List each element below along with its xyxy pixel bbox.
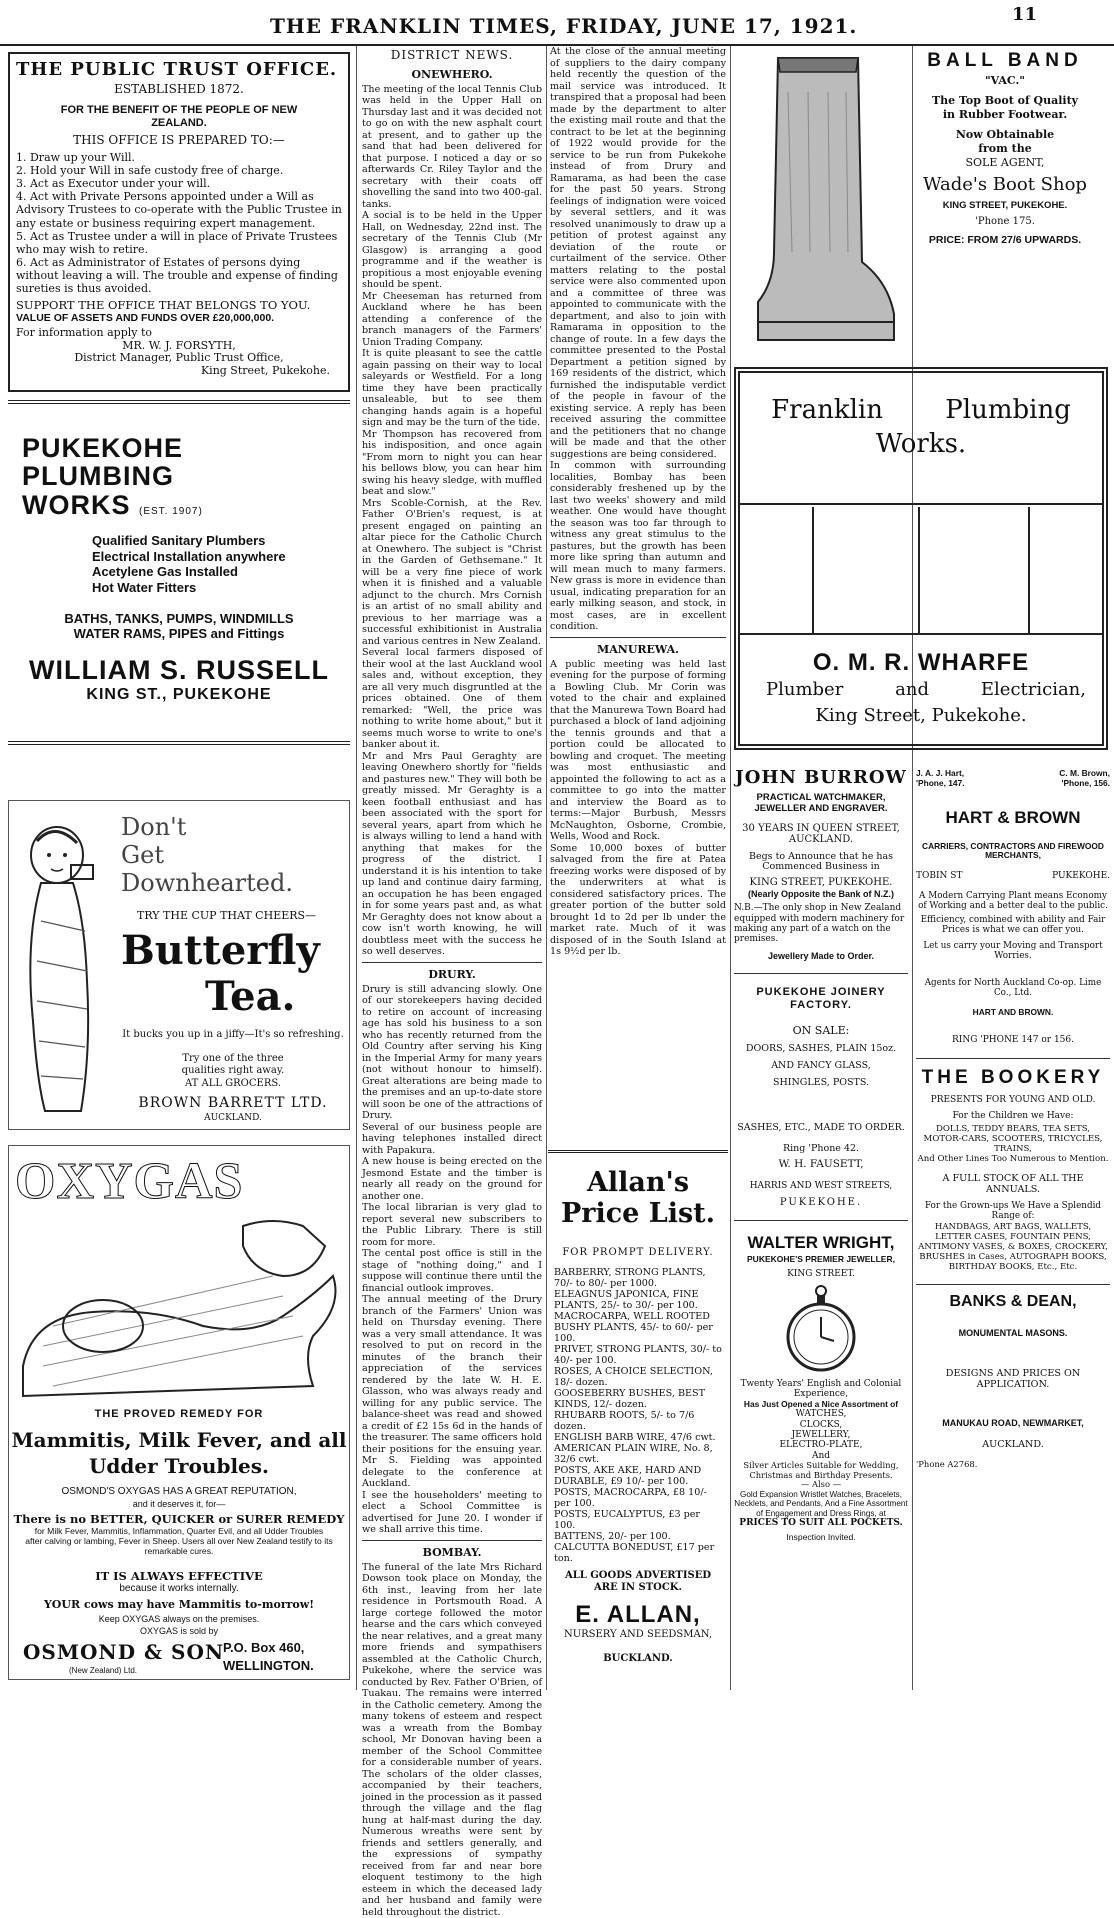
price-item: ROSES, A CHOICE SELECTION, 18/- dozen. — [554, 1365, 713, 1388]
oxygas-logo: OXYGAS — [15, 1153, 244, 1210]
banks-dean-trade: MONUMENTAL MASONS. — [958, 1327, 1068, 1338]
bookery-ad — [916, 1067, 1110, 1273]
ball-band-shop: Wade's Boot Shop — [923, 174, 1087, 195]
franklin-trade-2: Electrician, — [980, 679, 1086, 700]
wright-silver: Silver Articles Suitable for Wedding, Christmas and Birthday Presents. — [743, 1460, 899, 1480]
trust-items — [16, 151, 342, 296]
franklin-trade-row — [766, 679, 1086, 700]
hart-brown-moving: Let us carry your Moving and Transport Worries. — [923, 941, 1103, 962]
hart-brown-ad — [916, 768, 1110, 1046]
hart-brown-tobin: TOBIN ST — [916, 870, 963, 881]
story-paragraph: A new house is being erected on the Jesmond Estate and the timber is nearly all ready on the ground for another one. — [362, 1156, 542, 1202]
tea-dont: Don't — [121, 813, 187, 841]
story-paragraph: Several of our business people are having telephones installed direct with Papakura. — [362, 1121, 542, 1156]
hart-brown-title: HART & BROWN — [945, 808, 1081, 827]
allan-city: BUCKLAND. — [603, 1652, 673, 1664]
bookery-title: THE BOOKERY — [921, 1066, 1105, 1088]
franklin-title-2: Plumbing — [945, 395, 1071, 425]
burrow-ad — [734, 768, 908, 961]
onewhero-story — [362, 84, 542, 958]
trust-item: 3. Act as Executor under your will. — [16, 176, 211, 190]
bookery-presents: PRESENTS FOR YOUNG AND OLD. — [930, 1094, 1096, 1105]
franklin-title-row — [740, 395, 1102, 425]
newspaper-title: THE FRANKLIN TIMES, FRIDAY, JUNE 17, 1921. — [270, 14, 858, 38]
wright-invited: Inspection Invited. — [786, 1531, 856, 1542]
price-item: POSTS, MACROCARPA, £8 10/- per 100. — [554, 1487, 707, 1510]
wright-exp: Twenty Years' English and Colonial Experience, — [740, 1379, 902, 1400]
franklin-trade-1: Plumber — [766, 679, 844, 700]
wright-name: WALTER WRIGHT, — [747, 1233, 895, 1253]
story-paragraph: I see the householders' meeting to elect a School Committee is advertised for June 20. I wonder if we shall arrive this time. — [362, 1489, 542, 1536]
brown-name: C. M. Brown, — [1059, 768, 1110, 778]
ball-band-top: The Top Boot of Quality — [931, 94, 1079, 107]
wright-prices: PRICES TO SUIT ALL POCKETS. — [739, 1518, 903, 1529]
story-paragraph: A social is to be held in the Upper Hall, on Wednesday, 22nd inst. The secretary of the Tennis Club (Mr Glasgow) is arranging a good programme and if the weather is propitious a most enjoyable evening should be spent. — [362, 210, 542, 291]
franklin-plumbing-ad — [734, 367, 1108, 750]
oxygas-proved: THE PROVED REMEDY FOR — [94, 1408, 264, 1420]
manurewa-heading: MANUREWA. — [597, 642, 679, 656]
story-paragraph: Mr Cheeseman has returned from Auckland where he has been attending a conference of the branch managers of the Farmers' Union Trading Company. — [362, 290, 542, 348]
franklin-title-1: Franklin — [771, 395, 883, 425]
banks-dean-designs: DESIGNS AND PRICES ON APPLICATION. — [945, 1368, 1081, 1391]
trust-item: 2. Hold your Will in safe custody free of charge. — [16, 163, 284, 177]
price-item: ELEAGNUS JAPONICA, FINE PLANTS, 25/- to 30/- per 100. — [554, 1288, 699, 1311]
tea-tagline: It bucks you up in a jiffy—It's so refreshing. — [122, 1029, 344, 1040]
ball-band-phone: 'Phone 175. — [975, 216, 1035, 227]
joinery-line-1: DOORS, SASHES, PLAIN 15oz. — [745, 1042, 897, 1054]
story-paragraph: The cental post office is still in the stage of "nothing doing," and I suppose will continue there until the financial outlook improves. — [362, 1248, 542, 1294]
tea-get: Get — [121, 841, 165, 869]
plumbing-service: Hot Water Fitters — [92, 579, 197, 595]
tea-brand-2: Tea. — [205, 973, 296, 1020]
public-trust-ad — [8, 52, 350, 392]
joinery-ad — [734, 986, 908, 1208]
hart-brown-address-row — [916, 871, 1110, 881]
price-item: PRIVET, STRONG PLANTS, 30/- to 40/- per 100. — [554, 1343, 722, 1366]
plumbing-line3: WORKS — [22, 489, 131, 520]
joinery-line-2: AND FANCY GLASS, — [771, 1059, 871, 1071]
column-4-ads — [734, 768, 908, 1690]
oxygas-deserves: and it deserves it, for— — [132, 1499, 226, 1509]
bookery-goods: HANDBAGS, ART BAGS, WALLETS, LETTER CASES, FOUNTAIN PENS, ANTIMONY VASES, & BOXES, CROCKERY, BRUSHES in Cases, AUTOGRAPH BOOKS, BIRTHDAY BOOKS, Etc., Etc. — [918, 1222, 1108, 1272]
joinery-town: PUKEKOHE. — [779, 1196, 863, 1208]
bookery-children: For the Children we Have: — [952, 1110, 1074, 1121]
allan-prompt: FOR PROMPT DELIVERY. — [562, 1247, 714, 1259]
district-news-heading: DISTRICT NEWS. — [390, 48, 514, 62]
divider — [740, 633, 1102, 635]
joinery-line-3: SHINGLES, POSTS. — [772, 1076, 870, 1088]
bombay-weather-paragraph: In common with surrounding localities, Bombay has been considerably freshened up by the last two weeks' showery and mild weather. One would have thought the season was too far through to witness any great stimulus to the pastures, but the growth has been more like spring than autumn and will mean much to many farmers. New grass is more in evidence than usual, indicating preparation for an early milking season, and stock, in most cases, are in excellent condition. — [550, 460, 726, 632]
onewhero-heading: ONEWHERO. — [411, 67, 493, 81]
hart-brown-trade: CARRIERS, CONTRACTORS AND FIREWOOD MERCHANTS, — [922, 840, 1104, 861]
story-paragraph: It is quite pleasant to see the cattle again passing on their way to local saleyards or Westfield. For a long time they have been practically unsaleable, but to see them changing hands again is a hopeful sign and may be the turn of the tide. — [362, 348, 542, 429]
tea-grocers: AT ALL GROCERS. — [184, 1078, 282, 1089]
oxygas-sold: OXYGAS is sold by — [139, 1626, 219, 1636]
price-item: MACROCARPA, WELL ROOTED BUSHY PLANTS, 45/- to 60/- per 100. — [554, 1310, 713, 1344]
wright-goods-item: WATCHES, — [795, 1409, 847, 1420]
column-rule — [546, 46, 547, 1690]
ball-band-now: Now Obtainable — [955, 128, 1055, 141]
story-paragraph: Several local farmers disposed of their wool at the last Auckland wool sales and, without exception, they are all very much disgruntled at the prices obtained. One of them remarked: "Well, the price was nothing to write home about," but it seems much worse to write to one's banker about it. — [362, 647, 542, 751]
price-item: GOOSEBERRY BUSHES, BEST KINDS, 12/- dozen. — [554, 1387, 705, 1410]
established: ESTABLISHED 1872. — [114, 81, 244, 96]
tea-downhearted: Downhearted. — [121, 869, 293, 897]
ball-band-street: KING STREET, PUKEKOHE. — [942, 200, 1068, 211]
oxygas-internally: because it works internally. — [119, 1583, 239, 1594]
plumbing-goods1: BATHS, TANKS, PUMPS, WINDMILLS — [64, 611, 294, 627]
plumbing-goods2: WATER RAMS, PIPES and Fittings — [73, 626, 285, 642]
price-item: BARBERRY, STRONG PLANTS, 70/- to 80/- per 1000. — [554, 1266, 706, 1289]
oxygas-reputation: OSMOND'S OXYGAS HAS A GREAT REPUTATION, — [61, 1486, 297, 1497]
plumbing-owner: WILLIAM S. RUSSELL — [29, 655, 329, 686]
bookery-grownups: For the Grown-ups We Have a Splendid Range of: — [924, 1200, 1102, 1221]
for-benefit: FOR THE BENEFIT OF THE PEOPLE OF NEW ZEALAND. — [60, 104, 298, 130]
allan-title-2: Price List. — [560, 1198, 716, 1230]
bookery-dolls: DOLLS, TEDDY BEARS, TEA SETS, MOTOR-CARS, SCOOTERS, TRICYCLES, TRAINS, — [923, 1124, 1103, 1155]
manager-address: King Street, Pukekohe. — [200, 363, 330, 377]
oxygas-box: P.O. Box 460, — [223, 1640, 305, 1655]
allan-price-list-ad — [548, 1150, 728, 1685]
oxygas-keep: Keep OXYGAS always on the premises. — [98, 1614, 260, 1624]
brown-phone: 'Phone, 156. — [1061, 778, 1110, 788]
price-item: POSTS, AKE AKE, HARD AND DURABLE, £9 10/- per 100. — [554, 1465, 702, 1488]
wright-street: KING STREET. — [787, 1268, 855, 1279]
tea-city: AUCKLAND. — [204, 1113, 262, 1123]
pukekohe-plumbing-ad — [8, 400, 350, 745]
ball-band-ad — [734, 50, 1108, 355]
cow-and-calf-illustration — [13, 1216, 347, 1406]
column-rule — [356, 46, 357, 1690]
plumbing-address: KING ST., PUKEKOHE — [86, 686, 272, 704]
banks-dean-name: BANKS & DEAN, — [949, 1293, 1077, 1311]
wright-opened: Has Just Opened a Nice Assortment of — [743, 1398, 899, 1409]
burrow-nb: N.B.—The only shop in New Zealand equipped with modern machinery for making any part of a watch on the premises. — [734, 903, 905, 945]
wright-also: — Also — — [800, 1479, 842, 1490]
hart-brown-agents: Agents for North Auckland Co-op. Lime Co., Ltd. — [924, 977, 1102, 998]
story-paragraph: Mrs Scoble-Cornish, at the Rev. Father O'Brien's request, is at present engaged on painting an altar piece for the Catholic Church at Onewhero. The subject is "Christ in the Garden of Gethsemane." It will be a very fine piece of work when it is finished and a valuable adjunct to the church. Mrs Cornish is an artist of no small ability and previous to her marriage was a successful exhibitionist in Australia and various centres in New Zealand. — [362, 497, 542, 647]
bookery-stock: A FULL STOCK OF ALL THE ANNUALS. — [942, 1172, 1084, 1195]
drury-heading: DRURY. — [428, 967, 476, 981]
story-paragraph: Drury is still advancing slowly. One of our storekeepers having decided to retire on account of increasing age has sold his business to a son who has recently returned from the Old Country after serving his King in the Imperial Army for many years (not without honour to himself). Great alterations are being made to the premises and an up-to-date store will soon be one of the attractions of Drury. — [362, 983, 542, 1122]
oxygas-city: WELLINGTON. — [223, 1658, 314, 1673]
allan-stock: ALL GOODS ADVERTISED ARE IN STOCK. — [564, 1570, 712, 1593]
wright-ad — [734, 1233, 908, 1542]
bombay-funeral-paragraph: The funeral of the late Mrs Richard Dowson took place on Monday, the 6th inst., leaving from her late residence in Portsmouth Road. A large cortege followed the motor hearse and the cars which conveyed the near relatives, and a great many more friends and sympathisers assembled at the Catholic Church, Pukekohe, where the service was conducted by Rev. Father O'Brien, of Tuakau. The remains were interred in the Catholic cemetery. Among the many tokens of esteem and respect was a wreath from the Bombay school, Mr Donovan having been a member of the School Committee for a considerable number of years. The scholars of the older classes, accompanied by their teachers, joined in the procession as it passed through the village and the flag hung at half-mast during the day. Numerous wreaths were sent by friends and settlers generally, and the expressions of sympathy received from far and near bore eloquent testimony to the high esteem in which the deceased lady and her husband and family were held throughout the district. — [362, 1561, 542, 1918]
apply-line: For information apply to — [16, 325, 153, 339]
pocket-watch-icon — [786, 1283, 856, 1375]
burrow-opposite: (Nearly Opposite the Bank of N.Z.) — [747, 888, 895, 899]
burrow-name: JOHN BURROW — [735, 767, 907, 788]
oxygas-cows: YOUR cows may have Mammitis to-morrow! — [43, 1598, 315, 1611]
trust-item: 4. Act with Private Persons appointed under a Will as Advisory Trustees to co-operate with the Public Trustee in any estate or business requiring expert management. — [16, 190, 342, 230]
joinery-onsale: ON SALE: — [792, 1024, 850, 1038]
joinery-order: SASHES, ETC., MADE TO ORDER. — [737, 1121, 905, 1133]
bombay-mail-paragraph: At the close of the annual meeting of suppliers to the dairy company held recently the question of the mail service was introduced. It transpired that a proposal had been made by the department to alter the existing mail route and that the contract to be let at the beginning of 1922 would provide for the service to be run from Pukekohe instead of from Drury and Ramarama, as had been the case for the past 50 years. Strong feelings of indignation were voiced by several settlers, and it was resolved unanimously to draw up a petition of protest against any deviation of the route or curtailment of the service. Other matters relating to the postal service were also commented upon and a committee of three was appointed to communicate with the department, and also to join with Ramarama in opposition to the change of route. In a few days the committee presented to the Postal Department a petition signed by 169 residents of the district, which furnished the indisputable verdict of the people in favour of the existing service. A reply has been received assuring the committee and the petitioners that no change will be made and that the other suggestions are being considered. — [550, 46, 726, 460]
story-paragraph: Some 10,000 boxes of butter salvaged from the fire at Patea freezing works were disposed of by the underwriters at what is considered satisfactory prices. The greater portion of the butter sold brought 1d to 2d per lb under the market rate. Much of it was disposed of in the South Island at 1s 9½d per lb. — [550, 842, 726, 957]
tea-cheers: TRY THE CUP THAT CHEERS— — [137, 909, 317, 922]
support-line: SUPPORT THE OFFICE THAT BELONGS TO YOU. — [16, 297, 311, 312]
bombay-heading: BOMBAY. — [422, 1545, 482, 1559]
wright-gold: Gold Expansion Wristlet Watches, Bracelets, Necklets, and Pendants, And a Fine Assortment of Engagement and Dress Rings, at — [734, 1490, 908, 1518]
joinery-title: PUKEKOHE JOINERY FACTORY. — [756, 985, 886, 1011]
rubber-boot-illustration — [738, 52, 898, 352]
ball-band-brand: BALL BAND — [927, 50, 1083, 71]
burrow-years: 30 YEARS IN QUEEN STREET, AUCKLAND. — [742, 822, 900, 846]
hart-brown-efficiency: Efficiency, combined with ability and Fair Prices is what we can offer you. — [920, 915, 1106, 936]
ball-band-from: from the — [978, 142, 1032, 155]
allan-trade: NURSERY AND SEEDSMAN, — [563, 1629, 713, 1641]
burrow-trade: PRACTICAL WATCHMAKER, JEWELLER AND ENGRAVER. — [754, 791, 888, 814]
joinery-name: W. H. FAUSETT, — [778, 1158, 864, 1171]
oxygas-seller: OSMOND & SON — [23, 1640, 225, 1664]
franklin-title-3: Works. — [875, 429, 967, 459]
butterfly-tea-ad — [8, 800, 350, 1130]
district-news-column — [362, 46, 542, 1918]
prepared: THIS OFFICE IS PREPARED TO:— — [73, 132, 285, 147]
manager-role: District Manager, Public Trust Office, — [74, 351, 284, 365]
plumbing-services — [92, 533, 336, 595]
plumbing-service: Electrical Installation anywhere — [92, 548, 286, 564]
hart-brown-town: PUKEKOHE. — [1052, 870, 1110, 881]
story-paragraph: The meeting of the local Tennis Club was held in the Upper Hall on Thursday last and it was decided not to go on with the new asphalt court at present, and to gather up the sand that had been delivered for that purpose. I noticed a day or so afterwards Cr. Riley Taylor and the secretary with their coats off shovelling the sand into two 400-gal. tanks. — [362, 83, 542, 210]
page-number: 11 — [1012, 4, 1038, 25]
price-item: BATTENS, 20/- per 100. — [554, 1531, 671, 1543]
divider — [1028, 507, 1030, 633]
wright-goods-item: JEWELLERY, — [791, 1430, 851, 1441]
price-item: ENGLISH BARB WIRE, 47/6 cwt. — [554, 1432, 716, 1444]
allan-price-items — [554, 1267, 722, 1565]
story-paragraph: The local librarian is very glad to report several new subscribers to the Public Library. There is still room for more. — [362, 1202, 542, 1248]
burrow-street: KING STREET, PUKEKOHE. — [749, 877, 893, 889]
burrow-announce: Begs to Announce that he has Commenced Business in — [748, 850, 893, 873]
story-paragraph: Mr Thompson has recovered from his indisposition, and once again "From morn to night you can hear his bellows blow, you can hear him swing his heavy sledge, with muffled beat and slow." — [362, 428, 542, 498]
plumbing-service: Acetylene Gas Installed — [92, 564, 238, 580]
allan-title-1: Allan's — [586, 1167, 690, 1198]
column-rule — [730, 46, 731, 1690]
wright-goods-item: And — [811, 1450, 831, 1461]
story-paragraph: A public meeting was held last evening for the purpose of forming a Bowling Club. Mr Corin was voted to the chair and explained that the Manurewa Town Board had purchased a block of land adjoining the tennis grounds and that a portion could be allocated to bowling and croquet. The meeting was most enthusiastic and appointed the following to act as a committee to go into the matter and interview the Board as to terms:—Major Burbush, Messrs McNaughton, Osborne, Crombie, Wells, Wood and Rock. — [550, 658, 726, 842]
ball-band-sole: SOLE AGENT, — [965, 156, 1045, 169]
joinery-ring: Ring 'Phone 42. — [782, 1142, 860, 1154]
oxygas-seller-ltd: (New Zealand) Ltd. — [69, 1666, 138, 1675]
oxygas-detail: for Milk Fever, Mammitis, Inflammation, Quarter Evil, and all Udder Troubles after calving or lambing, Fever in Sheep. Users all over New Zealand testify to its remarkable cures. — [25, 1526, 333, 1556]
drury-story — [362, 984, 542, 1536]
manager-name: MR. W. J. FORSYTH, — [122, 338, 236, 352]
hart-brown-ring: RING 'PHONE 147 or 156. — [952, 1035, 1074, 1046]
trust-item: 5. Act as Trustee under a will in place of Private Trustees who may wish to retire. — [16, 229, 338, 256]
tea-maker: BROWN BARRETT LTD. — [138, 1095, 328, 1111]
hart-brown-modern: A Modern Carrying Plant means Economy of Working and a better deal to the public. — [918, 890, 1108, 911]
plumbing-service: Qualified Sanitary Plumbers — [92, 533, 266, 549]
ball-band-vac: "VAC." — [984, 74, 1026, 87]
allan-name: E. ALLAN, — [575, 1601, 701, 1629]
oxygas-headline-1: Mammitis, Milk Fever, and all — [11, 1428, 347, 1452]
joinery-streets: HARRIS AND WEST STREETS, — [749, 1180, 893, 1191]
price-item: RHUBARB ROOTS, 5/- to 7/6 dozen. — [554, 1410, 695, 1433]
wright-premier: PUKEKOHE'S PREMIER JEWELLER, — [747, 1253, 895, 1264]
divider — [740, 503, 1102, 505]
trust-item: 1. Draw up your Will. — [16, 150, 136, 164]
bookery-others: And Other Lines Too Numerous to Mention. — [917, 1153, 1109, 1164]
franklin-trade-and: and — [895, 679, 930, 700]
plumbing-name-block — [22, 434, 336, 519]
tea-brand-1: Butterfly — [121, 927, 320, 974]
franklin-owner: O. M. R. WHARFE — [812, 649, 1030, 676]
divider — [918, 507, 920, 633]
ball-band-rubber: in Rubber Footwear. — [942, 108, 1068, 121]
hart-phone: 'Phone, 147. — [916, 778, 965, 788]
burrow-made: Jewellery Made to Order. — [767, 950, 875, 961]
price-item: POSTS, EUCALYPTUS, £3 per 100. — [554, 1509, 700, 1532]
wright-goods-item: CLOCKS, — [799, 1419, 843, 1430]
masthead — [0, 0, 1114, 46]
hart-brown-partners — [916, 768, 1110, 788]
column-5-ads — [916, 768, 1110, 1690]
franklin-address: King Street, Pukekohe. — [815, 705, 1027, 726]
trust-item: 6. Act as Administrator of Estates of persons dying without leaving a will. The trouble and expense of finding sureties is thus avoided. — [16, 256, 338, 296]
oxygas-headline-2: Udder Troubles. — [88, 1454, 269, 1478]
hart-name: J. A. J. Hart, — [916, 768, 965, 778]
banks-dean-ad — [916, 1293, 1110, 1469]
woman-drinking-illustration — [15, 821, 115, 1121]
price-item: AMERICAN PLAIN WIRE, No. 8, 32/6 cwt. — [554, 1443, 713, 1466]
wright-goods-item: ELECTRO-PLATE, — [779, 1440, 863, 1451]
plumbing-line2: PLUMBING — [22, 461, 174, 492]
banks-dean-road: MANUKAU ROAD, NEWMARKET, — [942, 1418, 1084, 1429]
oxygas-effective: IT IS ALWAYS EFFECTIVE — [95, 1569, 263, 1583]
story-paragraph: Mr and Mrs Paul Geraghty are leaving Onewhero shortly for "fields and pastures new." They will both be greatly missed. Mr Geraghty is a keen football enthusiast and has been associated with the sport for several years, apart from which he is always willing to lend a hand with anything that makes for the progress of the district. I understand it is his intention to take up land and continue dairy farming, an occupation he has been engaged in for some years past and, as what Mr Geraghty does not know about a cow isn't worth knowing, he will doubtless meet with the success he so well deserves. — [362, 750, 542, 958]
tea-try-1: Try one of the three — [182, 1053, 284, 1064]
banks-dean-city: AUCKLAND. — [982, 1438, 1044, 1450]
plumbing-est: (EST. 1907) — [139, 505, 203, 517]
value-line: VALUE OF ASSETS AND FUNDS OVER £20,000,000. — [16, 311, 275, 324]
column-3-news — [550, 46, 726, 1046]
tea-try-2: qualities right away. — [181, 1065, 285, 1076]
ad-title: THE PUBLIC TRUST OFFICE. — [16, 59, 338, 80]
story-paragraph: The annual meeting of the Drury branch of the Farmers' Union was held on Thursday evening. There was a very small attendance. It was resolved to put on record in the minutes of the branch their appreciation of the services rendered by the late W. H. E. Glasson, who was always ready and willing for any public service. The balance-sheet was read and showed a credit of £2 15s 6d in the hands of the treasurer. The same officers hold their positions for the ensuing year. Mr S. Fielding was appointed delegate to the conference at Auckland. — [362, 1294, 542, 1490]
banks-dean-phone: 'Phone A2768. — [916, 1458, 978, 1469]
plumbing-line1: PUKEKOHE — [22, 433, 184, 463]
price-item: CALCUTTA BONEDUST, £17 per ton. — [554, 1542, 715, 1565]
divider — [812, 507, 814, 633]
ball-band-price: PRICE: FROM 27/6 UPWARDS. — [928, 234, 1082, 246]
hart-brown-names: HART AND BROWN. — [972, 1006, 1054, 1017]
oxygas-ad — [8, 1145, 350, 1680]
oxygas-better: There is no BETTER, QUICKER or SURER REMEDY — [13, 1512, 345, 1526]
